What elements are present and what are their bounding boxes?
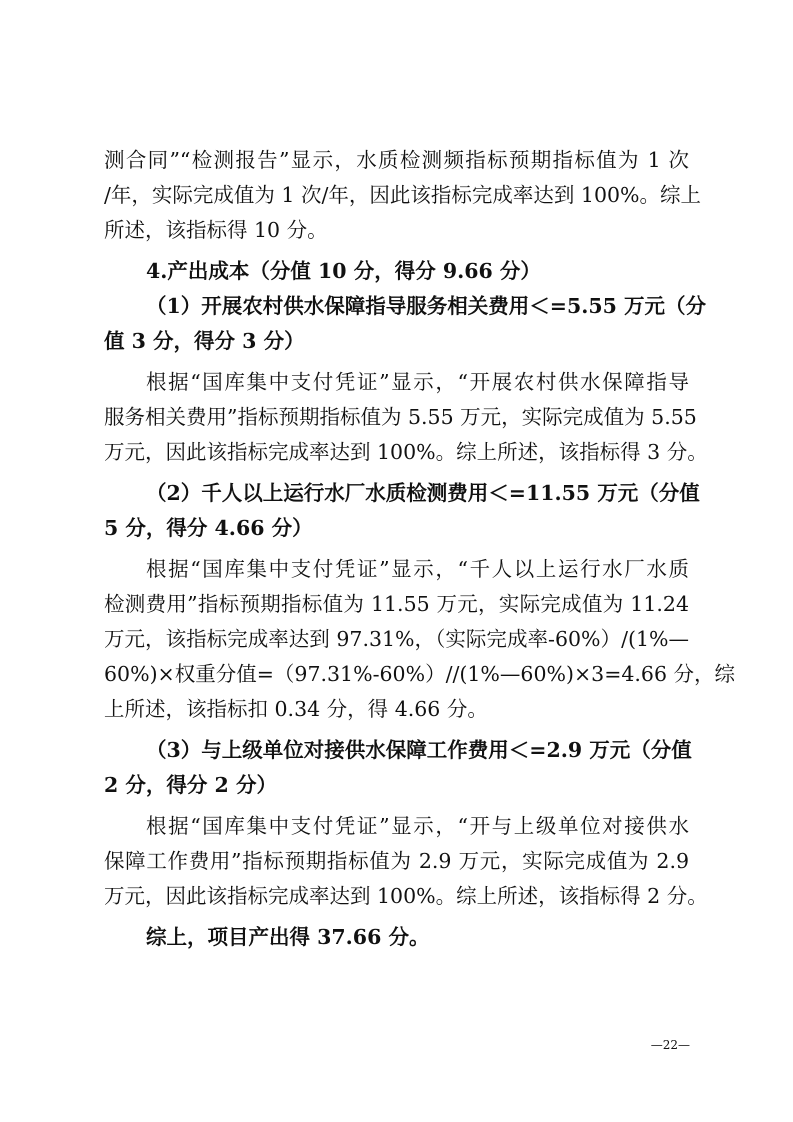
subsection-heading: 值 3 分，得分 3 分）	[104, 329, 305, 353]
page-number: —22—	[650, 1038, 690, 1052]
body-text-line: 万元，因此该指标完成率达到 100%。综上所述，该指标得 3 分。	[104, 440, 708, 464]
subsection-heading: 5 分，得分 4.66 分）	[104, 516, 313, 540]
body-text-line: 所述，该指标得 10 分。	[104, 218, 328, 242]
body-text-line: 根据“国库集中支付凭证”显示，“开展农村供水保障指导	[146, 370, 689, 394]
subsection-heading: 2 分，得分 2 分）	[104, 773, 277, 797]
subsection-heading: （3）与上级单位对接供水保障工作费用＜=2.9 万元（分值	[146, 738, 692, 762]
body-text-line: 测合同”“检测报告”显示，水质检测频指标预期指标值为 1 次	[104, 148, 689, 172]
body-text-line: 检测费用”指标预期指标值为 11.55 万元，实际完成值为 11.24	[104, 592, 689, 616]
summary-line: 综上，项目产出得 37.66 分。	[146, 925, 430, 949]
body-text-line: 服务相关费用”指标预期指标值为 5.55 万元，实际完成值为 5.55	[104, 405, 697, 429]
body-text-line: 上所述，该指标扣 0.34 分，得 4.66 分。	[104, 697, 488, 721]
subsection-heading: （2）千人以上运行水厂水质检测费用＜=11.55 万元（分值	[146, 481, 700, 505]
body-text-line: /年，实际完成值为 1 次/年，因此该指标完成率达到 100%。综上	[104, 183, 702, 207]
body-text-line: 万元，因此该指标完成率达到 100%。综上所述，该指标得 2 分。	[104, 884, 708, 908]
body-text-line: 万元，该指标完成率达到 97.31%，（实际完成率-60%）/(1%—	[104, 627, 689, 651]
body-text-line: 根据“国库集中支付凭证”显示，“开与上级单位对接供水	[146, 814, 689, 838]
body-text-line: 保障工作费用”指标预期指标值为 2.9 万元，实际完成值为 2.9	[104, 849, 689, 873]
subsection-heading: （1）开展农村供水保障指导服务相关费用＜=5.55 万元（分	[146, 294, 707, 318]
body-text-line: 60%)×权重分值=（97.31%-60%）//(1%—60%)×3=4.66 分，综	[104, 662, 736, 686]
section-heading: 4.产出成本（分值 10 分，得分 9.66 分）	[146, 259, 541, 283]
body-text-line: 根据“国库集中支付凭证”显示，“千人以上运行水厂水质	[146, 557, 689, 581]
